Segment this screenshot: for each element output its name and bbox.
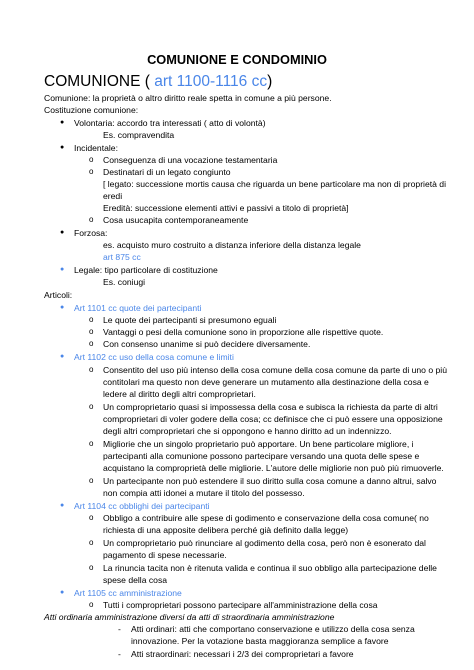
list-item-atti-straordinari: Atti straordinari: necessari i 2/3 dei comproprietari a favore <box>131 649 354 659</box>
list-item-sub: Cosa usucapita contemporaneamente <box>103 215 249 225</box>
section-heading-comunione <box>44 72 272 92</box>
circle-bullet-icon: o <box>89 339 94 348</box>
circle-bullet-icon: o <box>89 327 94 336</box>
list-item-sub: Un partecipante non può estendere il suo diritto sulla cosa comune a danno altrui, salvo <box>103 476 437 486</box>
intro-definition: Comunione: la proprietà o altro diritto reale spetta in comune a più persone. <box>44 93 332 103</box>
article-heading-1104: Art 1104 cc obblighi dei partecipanti <box>74 501 210 511</box>
bullet-icon: ● <box>60 144 65 151</box>
bullet-icon: ● <box>60 589 65 596</box>
circle-bullet-icon: o <box>89 167 94 176</box>
list-item-sub-cont: contitolari ma questo non deve generare un mutamento alla destinazione della cosa e <box>103 377 429 387</box>
list-item-legale: Legale: tipo particolare di costituzione <box>74 265 218 275</box>
circle-bullet-icon: o <box>89 513 94 522</box>
document-title: COMUNIONE E CONDOMINIO <box>147 52 327 67</box>
list-item-sub: Conseguenza di una vocazione testamentaria <box>103 155 278 165</box>
list-item-sub: Obbligo a contribuire alle spese di godimento e conservazione della cosa comune( no <box>103 513 429 523</box>
heading-text-post: ) <box>267 73 273 90</box>
list-item-example: Es. coniugi <box>103 277 146 287</box>
intro-costituzione: Costituzione comunione: <box>44 105 139 115</box>
list-item-atti-ordinari-cont: innovazione. Per la votazione basta maggioranza semplice a favore <box>131 636 389 646</box>
circle-bullet-icon: o <box>89 439 94 448</box>
circle-bullet-icon: o <box>89 476 94 485</box>
list-item-note: [ legato: successione mortis causa che riguarda un bene particolare ma non di proprietà di <box>103 179 446 189</box>
circle-bullet-icon: o <box>89 315 94 324</box>
list-item-sub: Consentito del uso più intenso della cosa comune della cosa comune da parte di uno o più <box>103 365 447 375</box>
dash-bullet-icon: - <box>118 649 121 659</box>
list-item-note: Eredità: successione elementi attivi e passivi a titolo di proprietà] <box>103 203 349 213</box>
list-item-sub-cont: partecipanti alla comunione possono partecipare versando una quota delle spese e <box>103 451 420 461</box>
bullet-icon: ● <box>60 266 65 273</box>
list-item-sub-cont: spese della cosa <box>103 575 168 585</box>
list-item-example: es. acquisto muro costruito a distanza inferiore della distanza legale <box>103 240 361 250</box>
list-item-sub: Migliorie che un singolo proprietario può apportare. Un bene particolare migliore, i <box>103 439 414 449</box>
article-heading-1105: Art 1105 cc amministrazione <box>74 588 182 598</box>
atti-amministrazione-title: Atti ordinaria amministrazione diversi da atti di straordinaria amministrazione <box>44 612 335 622</box>
list-item-forzosa: Forzosa: <box>74 228 108 238</box>
circle-bullet-icon: o <box>89 563 94 572</box>
list-item-sub-cont: pagamento di spese necessarie. <box>103 550 227 560</box>
list-item-volontaria: Volontaria: accordo tra interessati ( atto di volontà) <box>74 118 266 128</box>
heading-article-ref: art 1100-1116 cc <box>154 73 268 90</box>
list-item-note: eredi <box>103 191 123 201</box>
heading-text-pre: COMUNIONE ( <box>44 73 155 90</box>
bullet-icon: ● <box>60 353 65 360</box>
bullet-icon: ● <box>60 229 65 236</box>
article-ref: art 875 cc <box>103 252 141 262</box>
list-item-sub-cont: non compia atti idonei a mutare il titolo del possesso. <box>103 488 305 498</box>
circle-bullet-icon: o <box>89 402 94 411</box>
list-item-sub: Tutti i comproprietari possono partecipare all'amministrazione della cosa <box>103 600 378 610</box>
bullet-icon: ● <box>60 304 65 311</box>
bullet-icon: ● <box>60 502 65 509</box>
list-item-sub-cont: acquistano la comproprietà delle migliorie. L'autore delle migliorie non può più rimuoverle. <box>103 463 444 473</box>
list-item-sub: Vantaggi o pesi della comunione sono in proporzione alle rispettive quote. <box>103 327 384 337</box>
list-item-sub: Con consenso unanime si può decidere diversamente. <box>103 339 311 349</box>
list-item-sub: La rinuncia tacita non è ritenuta valida e continua il suo obbligo alla partecipazione delle <box>103 563 437 573</box>
circle-bullet-icon: o <box>89 155 94 164</box>
dash-bullet-icon: - <box>118 624 121 634</box>
list-item-sub: Destinatari di un legato congiunto <box>103 167 231 177</box>
circle-bullet-icon: o <box>89 215 94 224</box>
bullet-icon: ● <box>60 119 65 126</box>
circle-bullet-icon: o <box>89 365 94 374</box>
list-item-sub-cont: comproprietari di voler godere della cosa; cc definisce che ci può essere una opposizione <box>103 414 443 424</box>
circle-bullet-icon: o <box>89 600 94 609</box>
articoli-heading: Articoli: <box>44 290 73 300</box>
list-item-sub: Un comproprietario può rinunciare al godimento della cosa, però non è esonerato dal <box>103 538 426 548</box>
article-heading-1102: Art 1102 cc uso della cosa comune e limiti <box>74 352 234 362</box>
list-item-sub: Le quote dei partecipanti si presumono eguali <box>103 315 277 325</box>
list-item-sub-cont: degli altri comproprietari che si oppongono e hanno diritto ad un indennizzo. <box>103 426 392 436</box>
list-item-sub-cont: ledere al diritto degli altri comproprietari. <box>103 389 256 399</box>
list-item-atti-ordinari: Atti ordinari: atti che comportano conservazione e utilizzo della cosa senza <box>131 624 415 634</box>
list-item-incidentale: Incidentale: <box>74 143 118 153</box>
circle-bullet-icon: o <box>89 538 94 547</box>
list-item-sub: Un comproprietario quasi si impossessa della cosa e subisca la richiesta da parte di altri <box>103 402 438 412</box>
list-item-sub-cont: richiesta di una apposite delibera perché già definito dalla legge) <box>103 525 349 535</box>
article-heading-1101: Art 1101 cc quote dei partecipanti <box>74 303 202 313</box>
list-item-example: Es. compravendita <box>103 130 175 140</box>
